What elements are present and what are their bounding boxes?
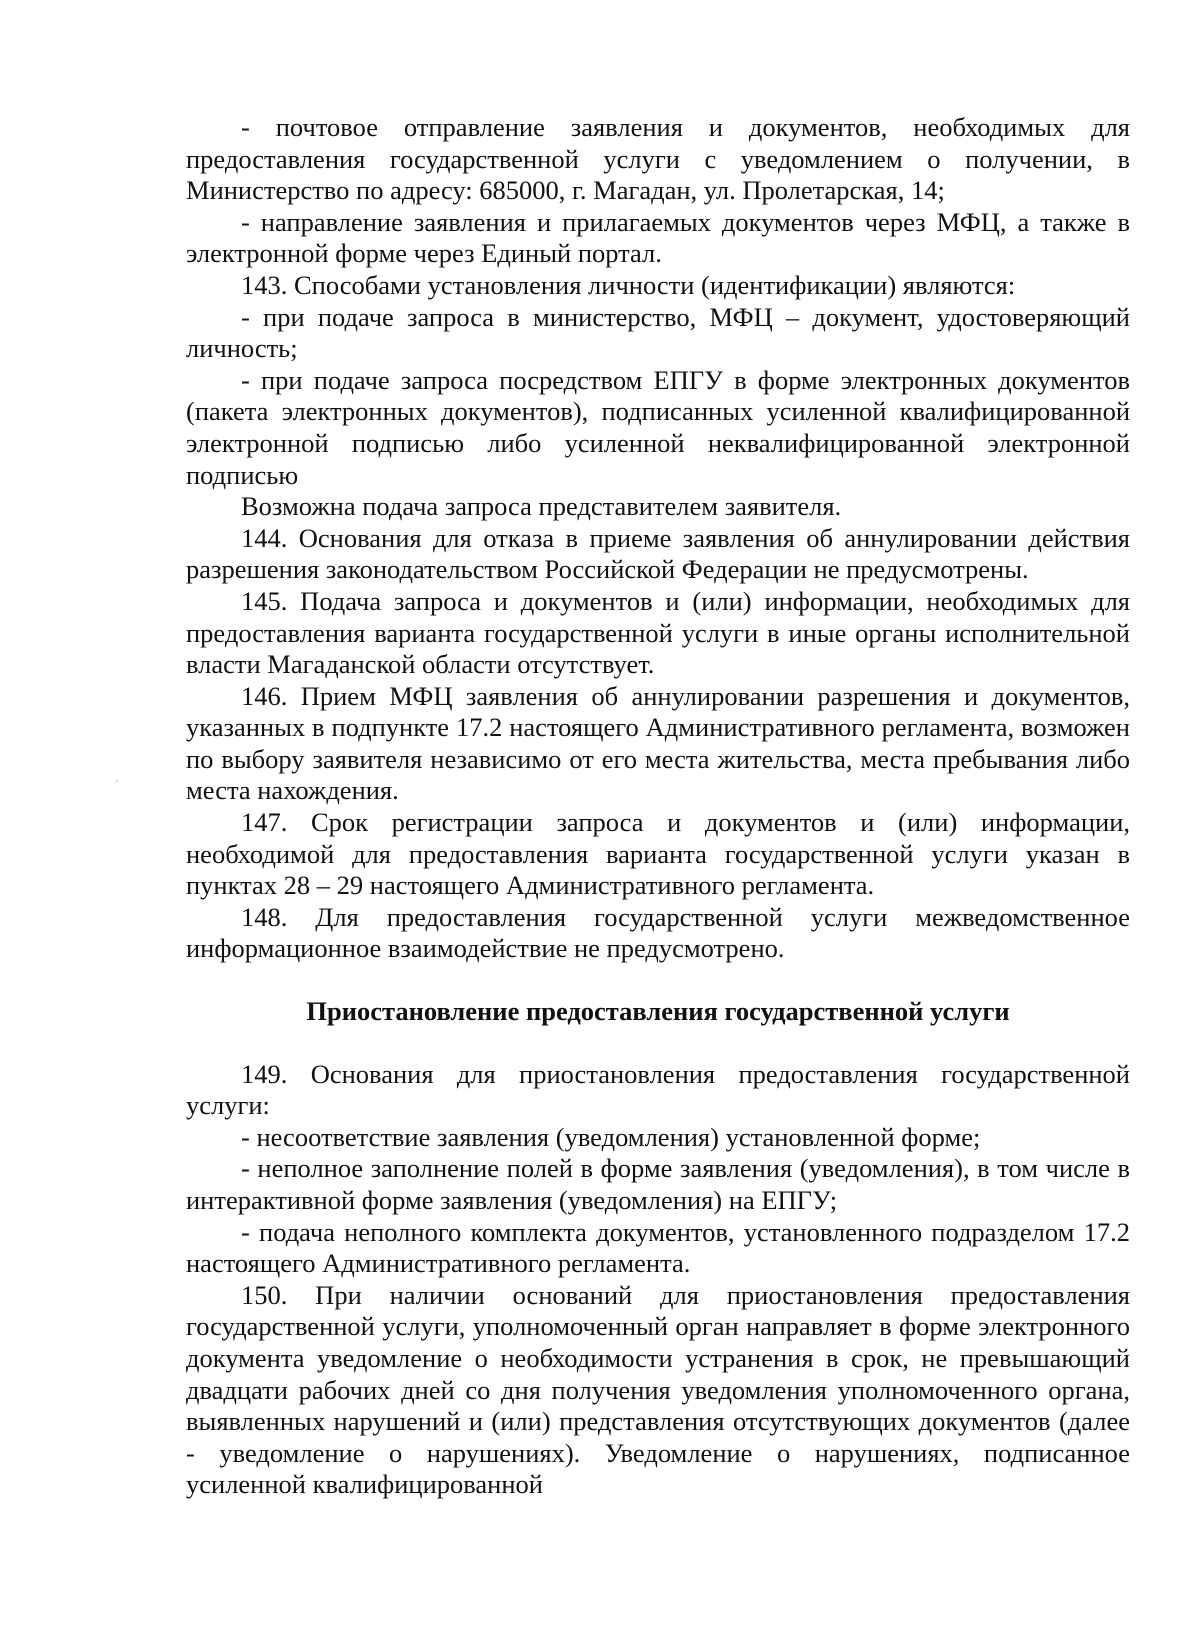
paragraph-147: 147. Срок регистрации запроса и документов и (или) информации, необходимой для предоставления варианта государственной услуги указан в пунктах 28 – 29 настоящего Административного регламента. [186,807,1130,901]
paragraph-143: 143. Способами установления личности (идентификации) являются: [241,269,1016,300]
paragraph-identity-ministry: - при подаче запроса в министерство, МФЦ – документ, удостоверяющий личность; [186,301,1130,364]
paragraph-145: 145. Подача запроса и документов и (или) информации, необходимых для предоставления варианта государственной услуги в иные органы исполнительной власти Магаданской области отсутствует. [186,585,1130,680]
paragraph-representative: Возможна подача запроса представителем заявителя. [241,491,842,522]
scan-speck [116,780,118,782]
paragraph-incomplete-fields: - неполное заполнение полей в форме заявления (уведомления), в том числе в интерактивной форме заявления (уведомления) на ЕПГУ; [186,1153,1130,1215]
paragraph-incomplete-documents: - подача неполного комплекта документов, установленного подразделом 17.2 настоящего Административного регламента. [186,1216,1130,1279]
paragraph-mfc-submission: - направление заявления и прилагаемых документов через МФЦ, а также в электронной форме через Единый портал. [186,206,1130,269]
paragraph-mismatch-form: - несоответствие заявления (уведомления) установленной форме; [241,1121,981,1152]
paragraph-postal-submission: - почтовое отправление заявления и документов, необходимых для предоставления государственной услуги с уведомлением о получении, в Министерство по адресу: 685000, г. Магадан, ул. Пролетарская, 14; [186,112,1130,206]
paragraph-146: 146. Прием МФЦ заявления об аннулировании разрешения и документов, указанных в подпункте 17.2 настоящего Административного регламента, возможен по выбору заявителя независимо от его места жительства, места пребывания либо места нахождения. [186,680,1130,806]
paragraph-150: 150. При наличии оснований для приостановления предоставления государственной услуги, уполномоченный орган направляет в форме электронного документа уведомление о необходимости устранения в срок, не превышающий двадцати рабочих дней со дня получения уведомления уполномоченного органа, выявленных нарушений и (или) представления отсутствующих документов (далее - уведомление о нарушениях). Уведомление о нарушениях, подписанное усиленной квалифицированной [186,1279,1130,1500]
paragraph-identity-epgu: - при подаче запроса посредством ЕПГУ в форме электронных документов (пакета электронных документов), подписанных усиленной квалифицированной электронной подписью либо усиленной неквалифицированной электронной подписью [186,364,1130,490]
section-heading: Приостановление предоставления государственной услуги [306,996,1010,1027]
paragraph-144: 144. Основания для отказа в приеме заявления об аннулировании действия разрешения законодательством Российской Федерации не предусмотрены. [186,522,1130,585]
document-page [186,112,1130,1501]
paragraph-149: 149. Основания для приостановления предоставления государственной услуги: [186,1058,1130,1121]
paragraph-148: 148. Для предоставления государственной услуги межведомственное информационное взаимодействие не предусмотрено. [186,901,1130,964]
